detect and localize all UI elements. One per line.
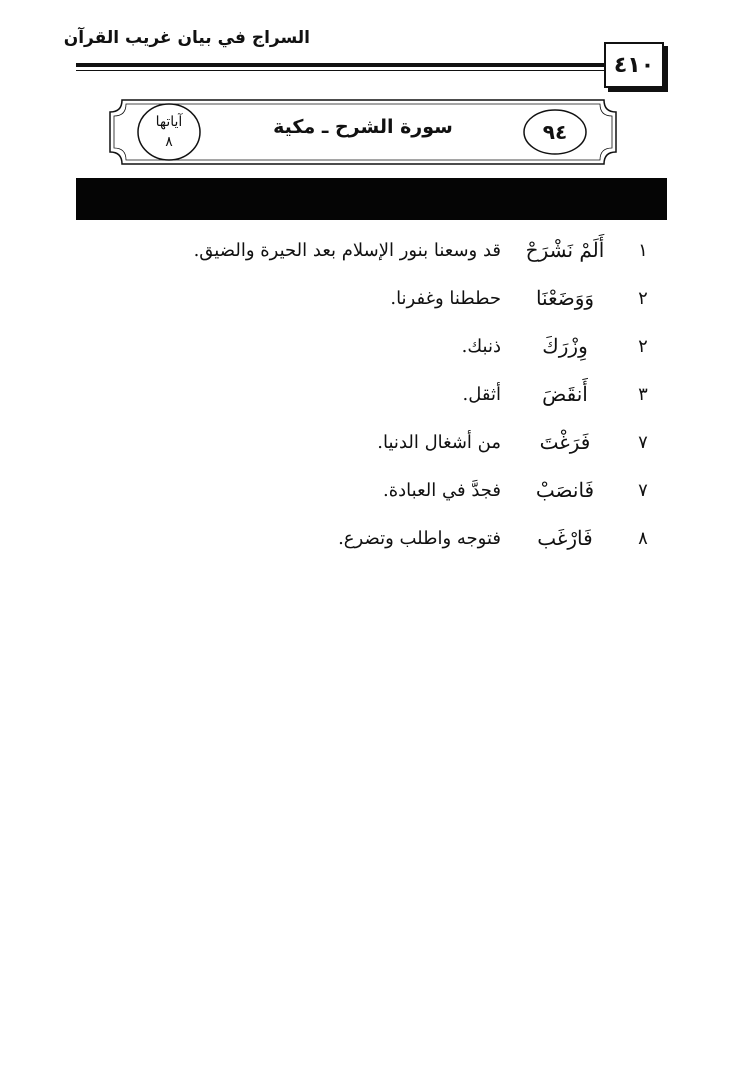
surah-title: سورة الشرح ـ مكية — [273, 116, 453, 138]
surah-number: ٩٤ — [542, 120, 568, 144]
verse-number: ٧ — [638, 431, 648, 453]
verse-number: ٢ — [638, 335, 648, 357]
verse-number: ٧ — [638, 479, 648, 501]
verses-count-badge — [138, 104, 200, 160]
quran-word: أَنقَضَ — [542, 382, 588, 406]
page-number: ٤١٠ — [604, 42, 664, 88]
quran-word: فَرَغْتَ — [539, 430, 591, 454]
word-meaning: فتوجه واطلب وتضرع. — [338, 527, 501, 549]
word-meaning: ذنبك. — [461, 335, 501, 357]
verse-number: ١ — [638, 239, 648, 261]
quran-word: فَانصَبْ — [535, 478, 595, 502]
list-item — [76, 322, 667, 370]
word-list — [76, 226, 667, 562]
list-item — [76, 466, 667, 514]
verses-count: ٨ — [165, 134, 173, 150]
word-meaning: قد وسعنا بنور الإسلام بعد الحيرة والضيق. — [193, 239, 501, 261]
quran-word: وَوَضَعْنَا — [535, 286, 595, 310]
section-divider-bar — [76, 178, 667, 220]
list-item — [76, 226, 667, 274]
header-rule-thin — [76, 70, 606, 71]
list-item — [76, 418, 667, 466]
verses-label: آياتها — [155, 114, 183, 130]
word-meaning: فجدَّ في العبادة. — [383, 479, 501, 501]
word-meaning: أثقل. — [462, 383, 501, 405]
verse-number: ٨ — [638, 527, 648, 549]
list-item — [76, 274, 667, 322]
quran-word: وِزْرَكَ — [542, 334, 588, 358]
verse-number: ٢ — [638, 287, 648, 309]
quran-word: أَلَمْ نَشْرَحْ — [525, 238, 605, 262]
word-meaning: من أشغال الدنيا. — [377, 431, 501, 453]
list-item — [76, 514, 667, 562]
book-title: السراج في بيان غريب القرآن — [63, 28, 310, 48]
word-meaning: حططنا وغفرنا. — [390, 287, 501, 309]
header-rule-thick — [76, 63, 606, 67]
verse-number: ٣ — [638, 383, 648, 405]
list-item — [76, 370, 667, 418]
quran-word: فَارْغَب — [537, 526, 593, 550]
surah-banner — [108, 98, 618, 166]
